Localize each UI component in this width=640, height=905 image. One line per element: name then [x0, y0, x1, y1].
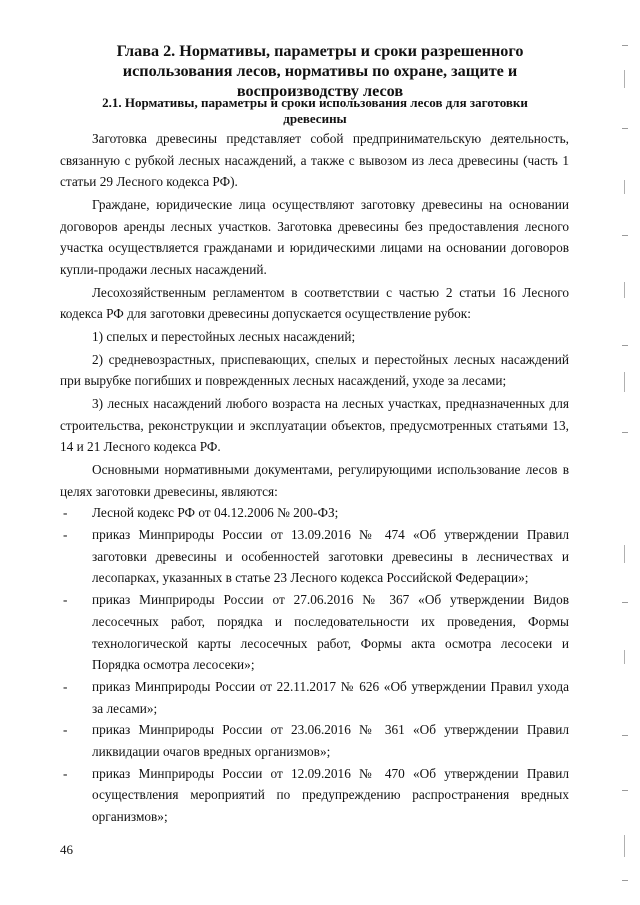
section-title: 2.1. Нормативы, параметры и сроки использования лесов для заготовки древесины — [102, 95, 528, 126]
paragraph: 3) лесных насаждений любого возраста на лесных участках, предназначенных для строительства, реконструкции и эксплуатации объектов, предусмотренных статьями 13, 14 и 21 Лесного кодекса РФ. — [60, 395, 569, 455]
page-number: 46 — [60, 842, 73, 857]
scan-mark — [622, 235, 628, 236]
list-item-text: Лесной кодекс РФ от 04.12.2006 № 200-ФЗ; — [92, 505, 339, 521]
list-item-text: приказ Минприроды России от 12.09.2016 № 470 «Об утверждении Правил осуществления мероприятий по предупреждению распространения вредных организмов»; — [92, 765, 569, 825]
list-item — [60, 763, 569, 828]
paragraph: Заготовка древесины представляет собой предпринимательскую деятельность, связанную с рубкой лесных насаждений, а также с вывозом из леса древесины (часть 1 статьи 29 Лесного кодекса РФ). — [60, 131, 569, 190]
list-item — [60, 589, 569, 676]
paragraph: 1) спелых и перестойных лесных насаждений; — [92, 329, 356, 344]
document-body — [60, 128, 569, 828]
scan-mark — [624, 650, 625, 664]
list-item — [60, 502, 569, 524]
scan-mark — [624, 372, 625, 392]
scan-mark — [622, 128, 628, 129]
list-dash: - — [63, 527, 68, 542]
paragraph: Граждане, юридические лица осуществляют заготовку древесины на основании договоров аренды лесных участков. Заготовка древесины без предоставления лесного участка осуществляется гражданами и юридическими лицами на основании договоров купли-продажи лесных насаждений. — [60, 197, 569, 278]
scan-mark — [624, 180, 625, 194]
list-dash: - — [63, 592, 68, 608]
scan-mark — [622, 432, 628, 433]
paragraph: Лесохозяйственным регламентом в соответствии с частью 2 статьи 16 Лесного кодекса РФ для заготовки древесины допускается осуществление рубок: — [60, 284, 569, 322]
list-item-text: приказ Минприроды России от 22.11.2017 № 626 «Об утверждении Правил ухода за лесами»; — [92, 678, 569, 716]
scan-mark — [622, 880, 628, 881]
list-item — [60, 719, 569, 762]
scan-edge-marks — [614, 0, 640, 905]
scan-mark — [624, 282, 625, 298]
scan-mark — [622, 45, 628, 46]
paragraph: Основными нормативными документами, регулирующими использование лесов в целях заготовки древесины, являются: — [60, 461, 569, 499]
paragraph: 2) средневозрастных, приспевающих, спелых и перестойных лесных насаждений при вырубке погибших и поврежденных лесных насаждений, уходе за лесами; — [60, 351, 569, 389]
scan-mark — [622, 735, 628, 736]
scan-mark — [624, 835, 625, 857]
list-item — [60, 676, 569, 719]
scan-mark — [624, 70, 625, 88]
list-item-text: приказ Минприроды России от 13.09.2016 № 474 «Об утверждении Правил заготовки древесины и особенностей заготовки древесины в лесничествах и лесопарках, указанных в статье 23 Лесного кодекса Российской Федерации»; — [92, 527, 569, 586]
list-dash: - — [63, 722, 68, 738]
list-dash: - — [63, 678, 68, 694]
list-item-text: приказ Минприроды России от 23.06.2016 № 361 «Об утверждении Правил ликвидации очагов вредных организмов»; — [92, 722, 569, 760]
scan-mark — [624, 545, 625, 563]
scan-mark — [622, 790, 628, 791]
list-item — [60, 524, 569, 589]
list-dash: - — [63, 505, 68, 521]
scan-mark — [622, 345, 628, 346]
scan-mark — [622, 602, 628, 603]
chapter-title: Глава 2. Нормативы, параметры и сроки разрешенного использования лесов, нормативы по охране, защите и воспроизводству лесов — [116, 42, 524, 100]
list-dash: - — [63, 765, 68, 781]
list-item-text: приказ Минприроды России от 27.06.2016 № 367 «Об утверждении Видов лесосечных работ, порядка и последовательности их проведения, Формы технологической карты лесосечных работ, Формы акта осмотра лесосеки и Порядка осмотра лесосеки»; — [92, 592, 569, 673]
